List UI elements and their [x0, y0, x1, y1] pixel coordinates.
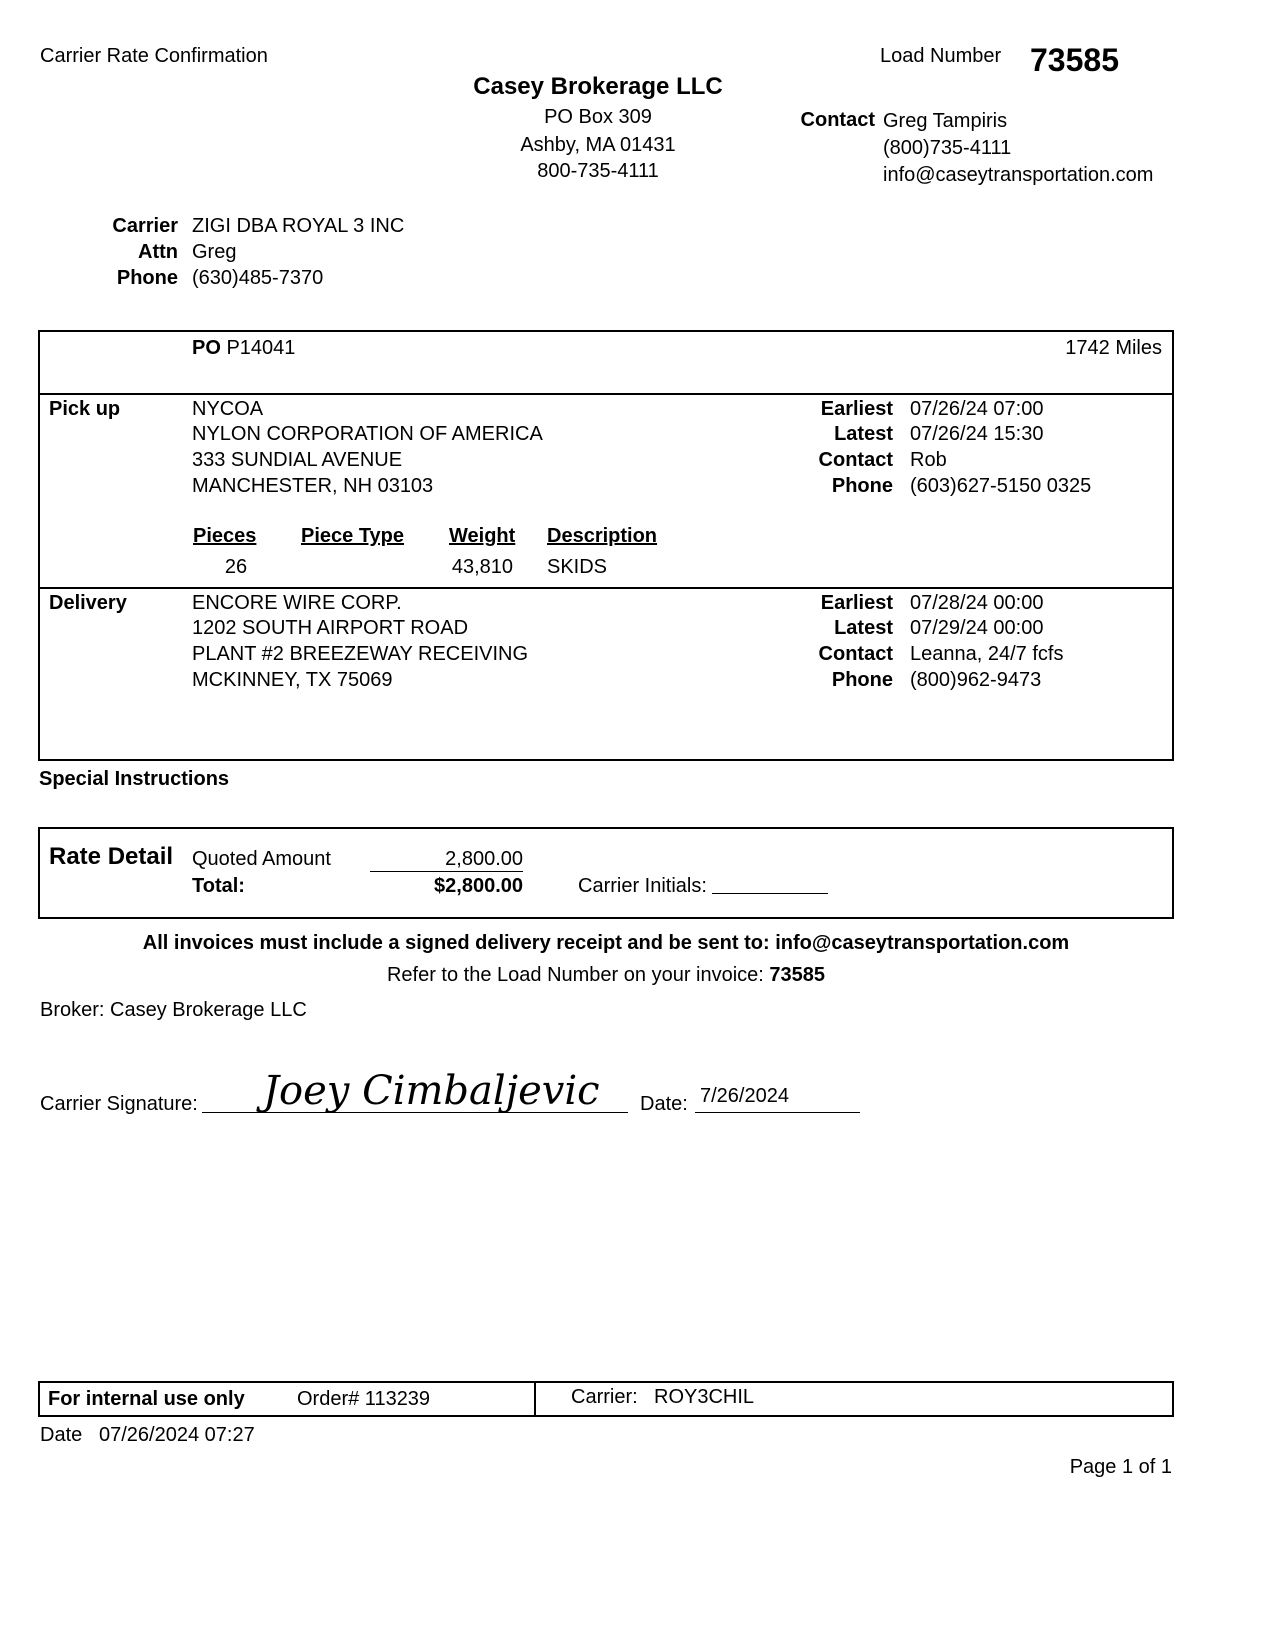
delivery-line: 1202 SOUTH AIRPORT ROAD	[192, 617, 469, 639]
broker-line: Broker: Casey Brokerage LLC	[40, 999, 307, 1021]
carrier-name: ZIGI DBA ROYAL 3 INC	[192, 215, 405, 237]
broker-phone: 800-735-4111	[537, 160, 659, 182]
footer-carrier-code: ROY3CHIL	[654, 1386, 755, 1408]
pickup-line: NYLON CORPORATION OF AMERICA	[192, 423, 543, 445]
document-title: Carrier Rate Confirmation	[40, 45, 268, 67]
carrier-label: Carrier	[112, 215, 178, 237]
pickup-latest-label: Latest	[834, 423, 893, 445]
delivery-contact-label: Contact	[818, 643, 893, 665]
signature-date: 7/26/2024	[700, 1085, 789, 1107]
description-header: Description	[547, 525, 658, 547]
total-label: Total:	[192, 875, 245, 897]
date-label: Date:	[640, 1093, 688, 1115]
load-number-label: Load Number	[880, 45, 1002, 67]
pickup-line: 333 SUNDIAL AVENUE	[192, 449, 403, 471]
delivery-line: MCKINNEY, TX 75069	[192, 669, 393, 691]
internal-use-label: For internal use only	[48, 1388, 245, 1410]
quoted-amount-label: Quoted Amount	[192, 848, 331, 870]
broker-address-1: PO Box 309	[544, 106, 652, 128]
attn-value: Greg	[192, 241, 237, 263]
delivery-phone-label: Phone	[831, 669, 893, 691]
pickup-earliest-label: Earliest	[820, 398, 893, 420]
pickup-phone-label: Phone	[831, 475, 893, 497]
pickup-contact: Rob	[910, 449, 947, 471]
contact-email: info@caseytransportation.com	[883, 164, 1154, 186]
order-number: Order# 113239	[297, 1388, 431, 1410]
delivery-contact: Leanna, 24/7 fcfs	[910, 643, 1064, 665]
carrier-initials-label: Carrier Initials:	[578, 875, 707, 897]
delivery-line: PLANT #2 BREEZEWAY RECEIVING	[192, 643, 529, 665]
quoted-amount: 2,800.00	[445, 848, 523, 870]
pickup-line: MANCHESTER, NH 03103	[192, 475, 434, 497]
delivery-earliest: 07/28/24 00:00	[910, 592, 1044, 614]
attn-label: Attn	[138, 241, 178, 263]
rate-detail-box	[38, 827, 1174, 919]
special-instructions-heading: Special Instructions	[39, 768, 230, 790]
delivery-earliest-label: Earliest	[820, 592, 893, 614]
footer-date: 07/26/2024 07:27	[99, 1424, 255, 1446]
delivery-latest: 07/29/24 00:00	[910, 617, 1044, 639]
description-value: SKIDS	[547, 556, 608, 578]
pickup-line: NYCOA	[192, 398, 264, 420]
pickup-phone: (603)627-5150 0325	[910, 475, 1092, 497]
po-line: PO P14041	[192, 337, 296, 359]
pickup-contact-label: Contact	[818, 449, 893, 471]
contact-label: Contact	[800, 109, 875, 131]
pickup-earliest: 07/26/24 07:00	[910, 398, 1044, 420]
carrier-initials-field[interactable]	[712, 875, 828, 894]
divider	[534, 1381, 536, 1417]
footer-date-label: Date	[40, 1424, 83, 1446]
miles: 1742 Miles	[1065, 337, 1162, 359]
broker-address-2: Ashby, MA 01431	[520, 134, 676, 156]
total-amount: $2,800.00	[434, 875, 523, 897]
rate-detail-title: Rate Detail	[49, 843, 174, 870]
contact-phone: (800)735-4111	[883, 137, 1012, 159]
broker-name: Casey Brokerage LLC	[473, 73, 723, 100]
pieces-header: Pieces	[193, 525, 257, 547]
weight-header: Weight	[449, 525, 516, 547]
page-number: Page 1 of 1	[1069, 1456, 1172, 1478]
signature-label: Carrier Signature:	[40, 1093, 198, 1115]
piece-type-header: Piece Type	[301, 525, 405, 547]
carrier-phone-label: Phone	[116, 267, 178, 289]
invoice-notice: All invoices must include a signed delivery receipt and be sent to: info@caseytransportation.com	[142, 932, 1070, 954]
footer-carrier-label: Carrier:	[571, 1386, 638, 1408]
carrier-phone: (630)485-7370	[192, 267, 324, 289]
contact-name: Greg Tampiris	[883, 110, 1008, 132]
delivery-latest-label: Latest	[834, 617, 893, 639]
load-number: 73585	[1030, 42, 1119, 78]
divider	[38, 393, 1174, 395]
delivery-phone: (800)962-9473	[910, 669, 1042, 691]
divider	[38, 587, 1174, 589]
pieces-value: 26	[224, 556, 248, 578]
delivery-line: ENCORE WIRE CORP.	[192, 592, 402, 614]
pickup-latest: 07/26/24 15:30	[910, 423, 1044, 445]
subtotal-rule	[370, 871, 523, 872]
load-reference: Refer to the Load Number on your invoice: 73585	[386, 964, 826, 986]
weight-value: 43,810	[451, 556, 513, 578]
delivery-label: Delivery	[49, 592, 127, 614]
handwritten-signature: Joey Cimbaljevic	[263, 1068, 600, 1114]
pickup-label: Pick up	[49, 398, 121, 420]
